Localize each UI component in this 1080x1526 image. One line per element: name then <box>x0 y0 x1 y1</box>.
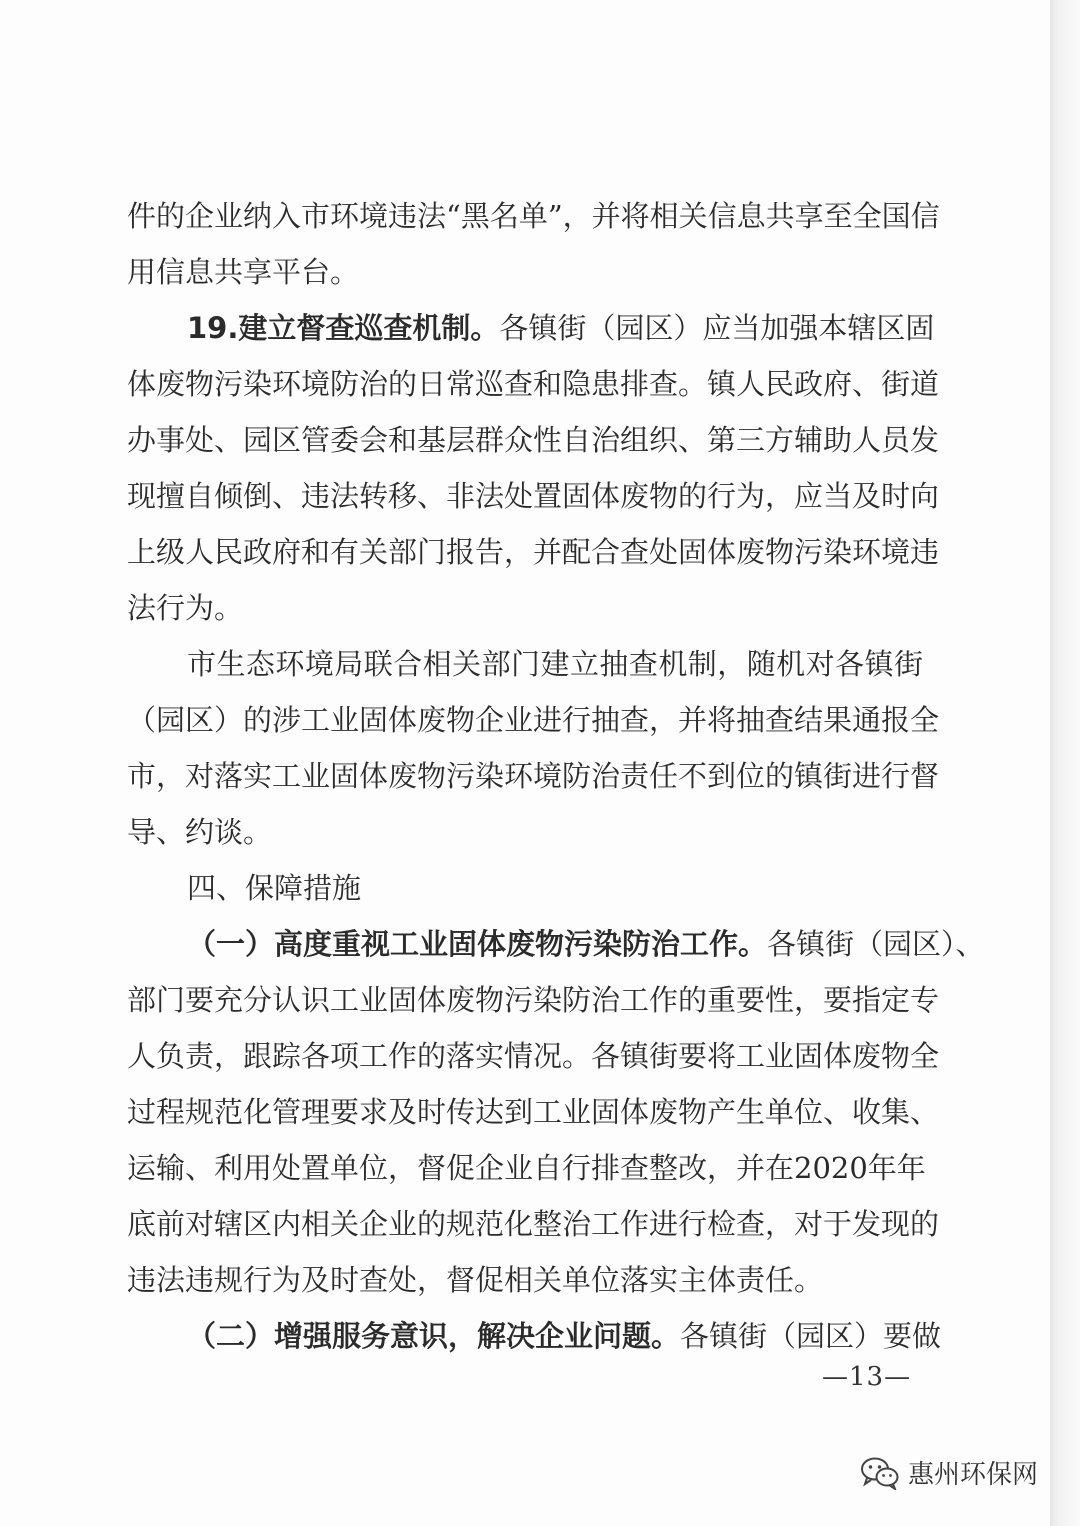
bold-heading: 19.建立督查巡查机制。 <box>187 311 500 345</box>
text-line <box>127 1308 942 1364</box>
document-body <box>127 188 985 1364</box>
text-line <box>127 244 923 300</box>
line-text: 人负责，跟踪各项工作的落实情况。各镇街要将工业固体废物全 <box>127 1039 940 1073</box>
text-line <box>127 860 923 916</box>
line-text: 件的企业纳入市环境违法“黑名单”，并将相关信息共享至全国信 <box>127 199 940 233</box>
text-line <box>127 692 940 748</box>
text-line <box>127 300 935 356</box>
line-text: 各镇街（园区）、 <box>767 927 985 961</box>
watermark-label: 惠州环保网 <box>908 1460 1039 1490</box>
page-number: —13— <box>822 1362 912 1392</box>
line-text: 法行为。 <box>127 591 244 625</box>
line-text: （园区）的涉工业固体废物企业进行抽查，并将抽查结果通报全 <box>127 703 940 737</box>
text-line <box>127 916 985 972</box>
line-text: 运输、利用处置单位，督促企业自行排查整改，并在2020年年 <box>127 1151 926 1185</box>
line-text: 违法违规行为及时查处，督促相关单位落实主体责任。 <box>127 1263 824 1297</box>
watermark <box>860 1454 1038 1491</box>
line-text: 各镇街（园区）要做 <box>680 1319 942 1353</box>
text-line <box>127 524 940 580</box>
text-line <box>127 1252 923 1308</box>
bold-heading: （二）增强服务意识，解决企业问题。 <box>187 1319 681 1353</box>
page-edge-shadow <box>1050 0 1080 1526</box>
bold-heading: （一）高度重视工业固体废物污染防治工作。 <box>187 927 768 961</box>
text-line <box>127 804 923 860</box>
line-text: 上级人民政府和有关部门报告，并配合查处固体废物污染环境违 <box>127 535 940 569</box>
text-line <box>127 1084 940 1140</box>
text-line <box>127 188 940 244</box>
text-line <box>127 356 940 412</box>
text-line <box>127 1196 940 1252</box>
text-line <box>127 580 923 636</box>
text-line <box>127 1140 926 1196</box>
line-text: 导、约谈。 <box>127 815 273 849</box>
line-text: 各镇街（园区）应当加强本辖区固 <box>499 311 935 345</box>
text-line <box>127 972 940 1028</box>
line-text: 四、保障措施 <box>187 871 362 905</box>
line-text: 市生态环境局联合相关部门建立抽查机制，随机对各镇街 <box>187 647 923 681</box>
line-text: 体废物污染环境防治的日常巡查和隐患排查。镇人民政府、街道 <box>127 367 940 401</box>
text-line <box>127 636 923 692</box>
line-text: 现擅自倾倒、违法转移、非法处置固体废物的行为，应当及时向 <box>127 479 940 513</box>
text-line <box>127 1028 940 1084</box>
text-line <box>127 412 940 468</box>
line-text: 办事处、园区管委会和基层群众性自治组织、第三方辅助人员发 <box>127 423 940 457</box>
text-line <box>127 468 940 524</box>
line-text: 部门要充分认识工业固体废物污染防治工作的重要性，要指定专 <box>127 983 940 1017</box>
text-line <box>127 748 940 804</box>
line-text: 过程规范化管理要求及时传达到工业固体废物产生单位、收集、 <box>127 1095 940 1129</box>
wechat-icon <box>860 1456 900 1490</box>
line-text: 用信息共享平台。 <box>127 255 360 289</box>
line-text: 底前对辖区内相关企业的规范化整治工作进行检查，对于发现的 <box>127 1207 940 1241</box>
line-text: 市，对落实工业固体废物污染环境防治责任不到位的镇街进行督 <box>127 759 940 793</box>
